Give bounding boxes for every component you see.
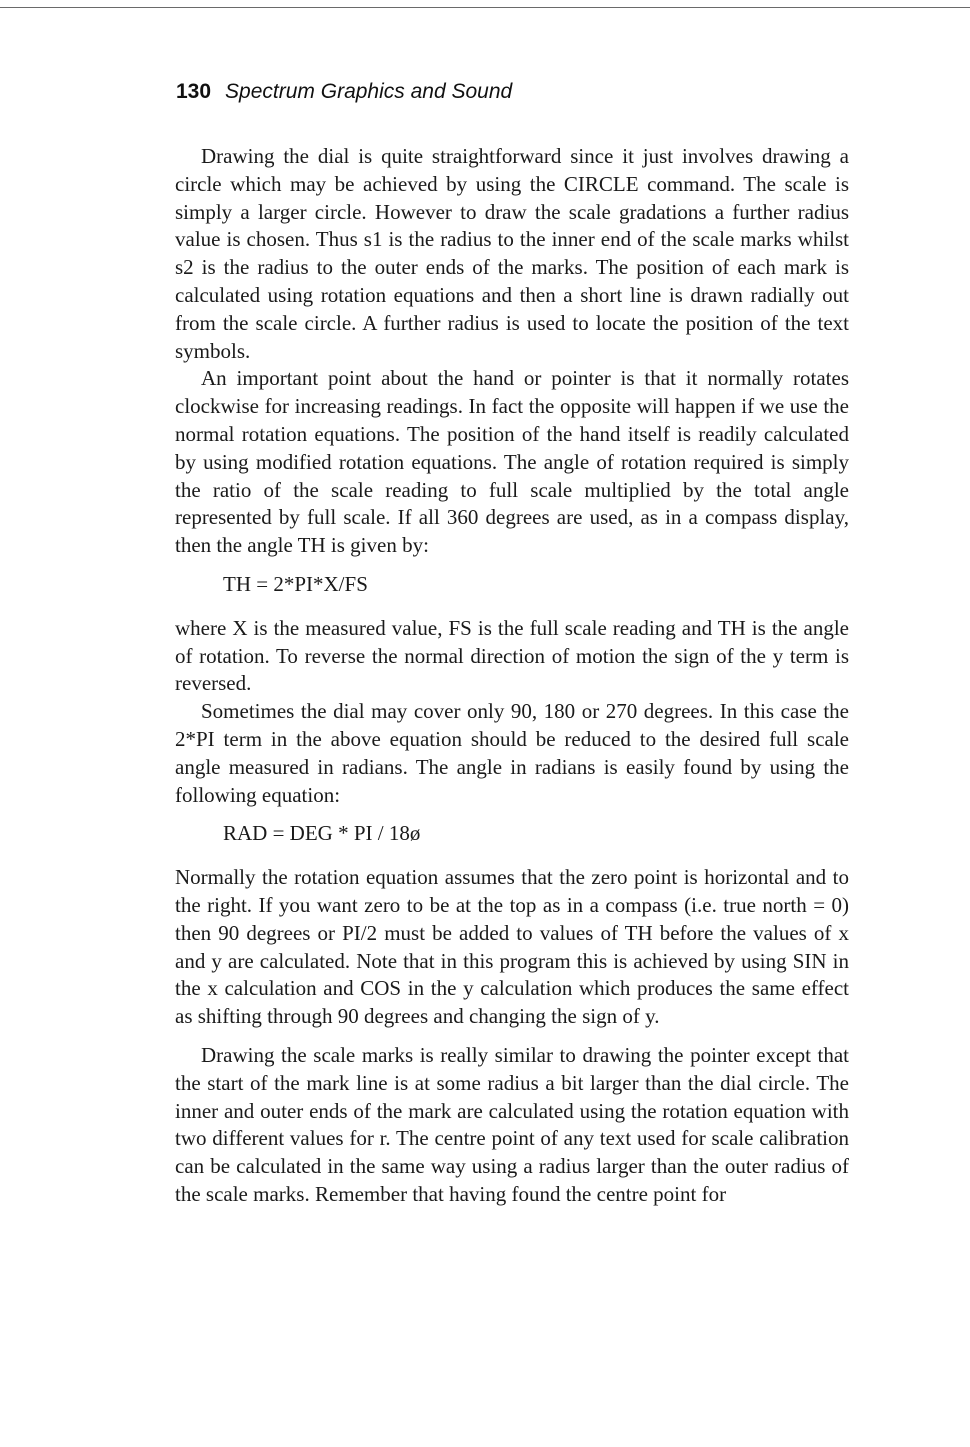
body-text [175, 143, 849, 1209]
running-head [176, 80, 512, 104]
paragraph-4: Sometimes the dial may cover only 90, 180 or 270 degrees. In this case the 2*PI term in the above equation should be reduced to the desired full scale angle measured in radians. The angle in radians is easily found by using the following equation: [175, 699, 849, 807]
paragraph-3: where X is the measured value, FS is the full scale reading and TH is the angle of rotation. To reverse the normal direction of motion the sign of the y term is reversed. [175, 615, 849, 696]
spacer [175, 560, 849, 571]
equation-rad: RAD = DEG * PI / 18ø [223, 821, 421, 846]
equation-th: TH = 2*PI*X/FS [223, 571, 368, 596]
paragraph-2: An important point about the hand or pointer is that it normally rotates clockwise for increasing readings. In fact the opposite will happen if we use the normal rotation equations. The position of the hand itself is readily calculated by using modified rotation equations. The angle of rotation required is simply the ratio of the scale reading to full scale multiplied by the total angle represented by full scale. If all 360 degrees are used, as in a compass display, then the angle TH is given by: [175, 366, 849, 558]
spacer [175, 599, 849, 615]
paragraph-1: Drawing the dial is quite straightforward since it just involves drawing a circle which may be achieved by using the CIRCLE command. The scale is simply a larger circle. However to draw the scale gradations a further radius value is chosen. Thus s1 is the radius to the inner end of the scale marks whilst s2 is the radius to the outer ends of the marks. The position of each mark is calculated using rotation equations and then a short line is drawn radially out from the scale circle. A further radius is used to locate the position of the text symbols. [175, 144, 849, 363]
spacer [175, 809, 849, 820]
top-rule [0, 7, 970, 8]
page-number: 130 [176, 80, 212, 103]
book-title: Spectrum Graphics and Sound [225, 80, 513, 103]
spacer [175, 1031, 849, 1042]
spacer [175, 848, 849, 864]
paragraph-5: Normally the rotation equation assumes that the zero point is horizontal and to the right. If you want zero to be at the top as in a compass (i.e. true north = 0) then 90 degrees or PI/2 must be added to values of TH before the values of x and y are calculated. Note that in this program this is achieved by using SIN in the x calculation and COS in the y calculation which produces the same effect as shifting through 90 degrees and changing the sign of y. [175, 865, 849, 1029]
paragraph-6: Drawing the scale marks is really similar to drawing the pointer except that the start of the mark line is at some radius a bit larger than the dial circle. The inner and outer ends of the mark are calculated using the rotation equation with two different values for r. The centre point of any text used for scale calibration can be calculated in the same way using a radius larger than the outer radius of the scale marks. Remember that having found the centre point for [175, 1042, 849, 1206]
